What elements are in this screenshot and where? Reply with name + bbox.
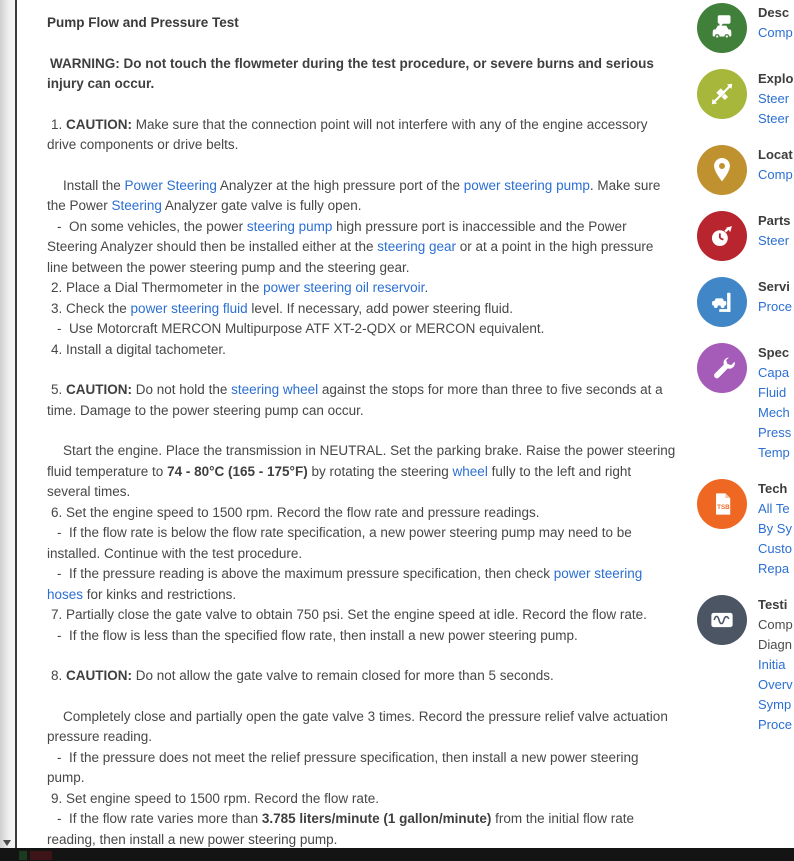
text-segment: 7. Partially close the gate valve to obtain 750 psi. Set the engine speed at idle. Record the flow rate. — [51, 607, 647, 622]
page-title: Pump Flow and Pressure Test — [47, 15, 239, 30]
inline-link[interactable]: Steering — [111, 198, 162, 213]
paragraph — [47, 605, 678, 626]
text-segment: Completely close and partially open the gate valve 3 times. Record the pressure relief valve actuation pressure reading. — [47, 708, 668, 744]
sidebar-link[interactable]: Temp — [758, 445, 790, 460]
paragraph — [47, 626, 678, 647]
inline-link[interactable]: steering pump — [246, 218, 333, 234]
locations-icon[interactable] — [697, 145, 747, 195]
sidebar-section-label: Desc — [758, 5, 790, 20]
paragraph — [47, 176, 678, 217]
text-segment: . — [424, 280, 429, 295]
text-segment: by rotating the steering — [307, 463, 453, 479]
text-segment: from the initial flow rate reading, then install a new power steering pump. — [47, 811, 634, 847]
sidebar-link[interactable]: Capa — [758, 365, 790, 380]
text-segment: or at a point in the high pressure line between the power steering pump and the steering gear. — [47, 239, 654, 275]
paragraph — [47, 278, 678, 299]
paragraph — [47, 666, 678, 687]
text-segment: against the stops for more than three to five seconds at a time. Damage to the power steering pump can occur. — [47, 382, 663, 418]
taskbar-item-red — [30, 851, 52, 860]
sidebar-link[interactable]: Steer — [758, 91, 790, 106]
text-segment: for kinks and restrictions. — [83, 586, 237, 602]
sidebar-section-links — [758, 595, 793, 735]
text-segment: 3. Check the — [51, 300, 131, 316]
text-segment: Do not allow the gate valve to remain closed for more than 5 seconds. — [132, 668, 554, 683]
sidebar-link[interactable]: Mech — [758, 405, 790, 420]
paragraph — [47, 523, 678, 564]
sidebar-section-links — [758, 145, 793, 185]
inline-link[interactable]: power steering pump — [463, 177, 590, 193]
text-segment: - On some vehicles, the power — [57, 218, 247, 234]
parts-icon[interactable] — [697, 211, 747, 261]
sidebar-section-label: Spec — [758, 345, 790, 360]
paragraph — [47, 319, 678, 340]
sidebar-link[interactable]: Press — [758, 425, 792, 440]
document-body — [47, 54, 678, 851]
text-segment: 1. — [51, 116, 67, 132]
sidebar-link[interactable]: Overv — [758, 677, 793, 692]
paragraph — [47, 299, 678, 320]
text-segment: level. If necessary, add power steering fluid. — [247, 300, 514, 316]
sidebar-section-links — [758, 3, 793, 43]
text-segment: - If the flow is less than the specified flow rate, then install a new power steering pump. — [57, 627, 578, 643]
sidebar-link[interactable]: By Sy — [758, 521, 792, 536]
text-segment: - If the pressure does not meet the relief pressure specification, then install a new power steering pump. — [47, 749, 639, 785]
sidebar-link[interactable]: Custo — [758, 541, 792, 556]
sidebar-section-label: Servi — [758, 279, 790, 294]
sidebar-link[interactable]: Repa — [758, 561, 790, 576]
text-segment: . Make sure the Power — [47, 177, 661, 213]
text-segment: Install the — [63, 177, 125, 193]
text-segment: - Use Motorcraft MERCON Multipurpose ATF XT-2-QDX or MERCON equivalent. — [57, 321, 545, 336]
document-pane — [47, 13, 678, 850]
vehicle-description-icon[interactable] — [697, 3, 747, 53]
taskbar-item-green — [19, 851, 27, 860]
sidebar-section-links — [758, 277, 792, 317]
text-segment: Start the engine. Place the transmission in NEUTRAL. Set the parking brake. Raise the power steering fluid temperature to — [47, 443, 676, 479]
content-left-border — [15, 0, 17, 849]
specifications-icon[interactable] — [697, 343, 747, 393]
sidebar-link[interactable]: Symp — [758, 697, 792, 712]
inline-link[interactable]: Power Steering — [124, 177, 217, 193]
sidebar-section-links — [758, 211, 791, 251]
text-segment: 6. Set the engine speed to 1500 rpm. Record the flow rate and pressure readings. — [51, 504, 540, 520]
text-segment: fully to the left and right several times. — [47, 463, 632, 499]
text-segment: 5. — [51, 382, 67, 397]
paragraph — [47, 789, 678, 810]
text-segment: Make sure that the connection point will not interfere with any of the engine accessory drive components or drive belts. — [47, 116, 648, 152]
service-repair-icon[interactable] — [697, 277, 747, 327]
exploded-views-icon[interactable] — [697, 69, 747, 119]
sidebar-link[interactable]: Fluid — [758, 385, 787, 400]
paragraph — [47, 503, 678, 524]
inline-link[interactable]: power steering hoses — [47, 566, 643, 602]
sidebar-link[interactable]: Steer — [758, 111, 790, 126]
sidebar-section-label: Explo — [758, 71, 794, 86]
sidebar-section — [697, 3, 794, 53]
text-segment: high pressure port is inaccessible and the Power Steering Analyzer should then be installed either at the — [47, 218, 627, 254]
text-segment: Analyzer at the high pressure port of the — [216, 177, 464, 193]
text-segment: - If the flow rate varies more than — [57, 811, 262, 826]
paragraph — [47, 54, 678, 95]
sidebar-item-text: Comp — [758, 617, 793, 632]
sidebar-link[interactable]: Comp — [758, 25, 793, 40]
quick-links-sidebar — [697, 3, 794, 751]
paragraph — [47, 809, 678, 850]
sidebar-section — [697, 145, 794, 195]
inline-link[interactable]: power steering oil reservoir — [263, 280, 425, 295]
sidebar-section — [697, 69, 794, 129]
sidebar-link[interactable]: Proce — [758, 299, 792, 314]
paragraph — [47, 707, 678, 748]
bottom-taskbar — [0, 848, 794, 861]
inline-link[interactable]: wheel — [452, 463, 488, 479]
sidebar-section — [697, 595, 794, 735]
text-segment: CAUTION: — [66, 116, 133, 132]
sidebar-section — [697, 343, 794, 463]
text-segment: - If the flow rate is below the flow rate specification, a new power steering pump may need to be installed. Continue with the test procedure. — [47, 525, 632, 561]
text-segment: 9. Set engine speed to 1500 rpm. Record the flow rate. — [51, 790, 379, 806]
sidebar-section — [697, 277, 794, 327]
sidebar-section-label: Tech — [758, 481, 788, 496]
sidebar-link[interactable]: Initia — [758, 657, 786, 672]
sidebar-link[interactable]: All Te — [758, 501, 790, 516]
text-segment: 3.785 liters/minute (1 gallon/minute) — [261, 811, 492, 826]
sidebar-section — [697, 211, 794, 261]
paragraph — [47, 340, 678, 361]
inline-link[interactable]: steering wheel — [231, 382, 319, 397]
testing-icon[interactable] — [697, 595, 747, 645]
sidebar-section-links — [758, 343, 791, 463]
paragraph — [47, 441, 678, 503]
tsb-icon[interactable] — [697, 479, 747, 529]
scrollbar-down-arrow-icon[interactable] — [3, 840, 11, 846]
text-segment: Analyzer gate valve is fully open. — [161, 198, 362, 213]
sidebar-link[interactable]: Comp — [758, 167, 793, 182]
sidebar-link[interactable]: Steer — [758, 233, 790, 248]
sidebar-section-label: Parts — [758, 213, 791, 228]
text-segment: - If the pressure reading is above the maximum pressure specification, then check — [57, 566, 554, 581]
text-segment: Do not hold the — [132, 382, 232, 397]
sidebar-link[interactable]: Proce — [758, 717, 792, 732]
text-segment: CAUTION: — [66, 668, 133, 683]
text-segment: 2. Place a Dial Thermometer in the — [51, 280, 264, 295]
paragraph — [47, 380, 678, 421]
sidebar-section — [697, 479, 794, 579]
text-segment: 74 - 80°C (165 - 175°F) — [167, 463, 308, 479]
sidebar-section-label: Locat — [758, 147, 793, 162]
sidebar-section-label: Testi — [758, 597, 788, 612]
text-segment: 4. Install a digital tachometer. — [51, 341, 226, 357]
sidebar-section-links — [758, 479, 792, 579]
text-segment: WARNING: Do not touch the flowmeter during the test procedure, or severe burns and serious injury can occur. — [47, 55, 654, 91]
paragraph — [47, 748, 678, 789]
paragraph — [47, 217, 678, 279]
left-scrollbar[interactable] — [0, 0, 16, 861]
sidebar-item-text: Diagn — [758, 637, 792, 652]
inline-link[interactable]: steering gear — [377, 239, 457, 254]
text-segment: CAUTION: — [66, 382, 133, 397]
text-segment: 8. — [51, 668, 67, 683]
inline-link[interactable]: power steering fluid — [130, 300, 248, 316]
paragraph — [47, 115, 678, 156]
paragraph — [47, 564, 678, 605]
sidebar-section-links — [758, 69, 793, 129]
